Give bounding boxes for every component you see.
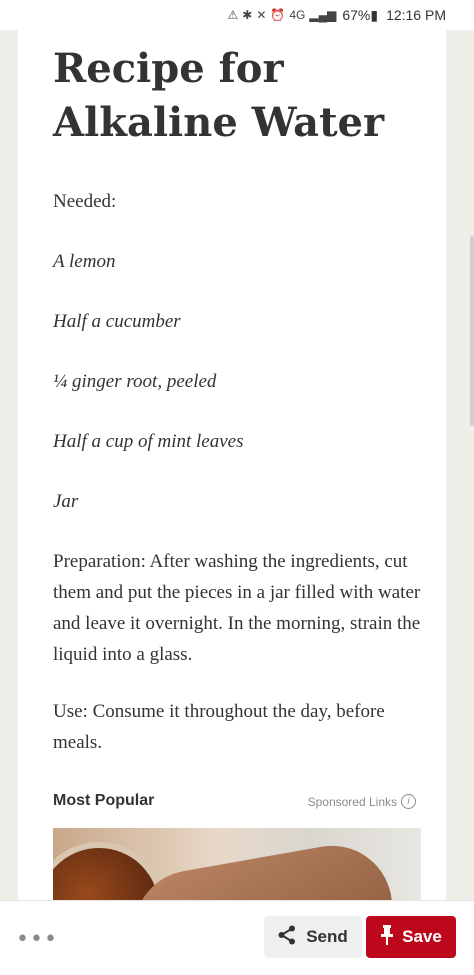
pin-card <box>18 30 446 900</box>
mute-icon: ✕ <box>256 8 267 22</box>
ingredient-5: Jar <box>53 491 79 512</box>
info-icon[interactable]: i <box>401 794 416 809</box>
save-button[interactable] <box>366 916 456 958</box>
network-type: 4G <box>289 8 306 22</box>
ingredient-1: A lemon <box>53 251 116 272</box>
signal-icon: ▂▄▆ <box>309 8 337 22</box>
send-label: Send <box>306 927 348 946</box>
status-icons <box>227 8 336 22</box>
scrollbar-thumb[interactable] <box>470 236 474 426</box>
sponsored-label: Sponsored Links <box>307 794 397 809</box>
needed-heading: Needed: <box>53 191 117 212</box>
most-popular-heading: Most Popular <box>53 792 155 809</box>
use-text: Use: Consume it throughout the day, before meals. <box>53 701 385 753</box>
more-options-icon[interactable]: ••• <box>16 927 58 952</box>
ingredient-2: Half a cucumber <box>53 311 181 332</box>
ingredient-4: Half a cup of mint leaves <box>53 431 244 452</box>
sponsored-links[interactable] <box>308 794 416 809</box>
ingredient-3: ¼ ginger root, peeled <box>53 371 217 392</box>
warning-icon: ⚠ <box>227 8 239 22</box>
action-bar <box>0 900 474 975</box>
hand-graphic <box>125 836 402 900</box>
status-bar <box>0 0 474 30</box>
page-title: Recipe for Alkaline Water <box>53 45 385 146</box>
clock: 12:16 PM <box>386 7 446 23</box>
battery-percent: 67% <box>342 7 371 23</box>
share-icon <box>278 925 296 950</box>
save-label: Save <box>402 927 442 946</box>
popular-pin-image[interactable] <box>53 828 421 900</box>
battery-icon: ▮ <box>370 6 379 23</box>
pin-icon <box>380 925 394 950</box>
bluetooth-icon: ✱ <box>242 8 253 22</box>
alarm-icon: ⏰ <box>270 8 286 22</box>
preparation-text: Preparation: After washing the ingredients, cut them and put the pieces in a jar filled with water and leave it overnight. In the morning, strain the liquid into a glass. <box>53 551 421 665</box>
send-button[interactable] <box>264 916 362 958</box>
